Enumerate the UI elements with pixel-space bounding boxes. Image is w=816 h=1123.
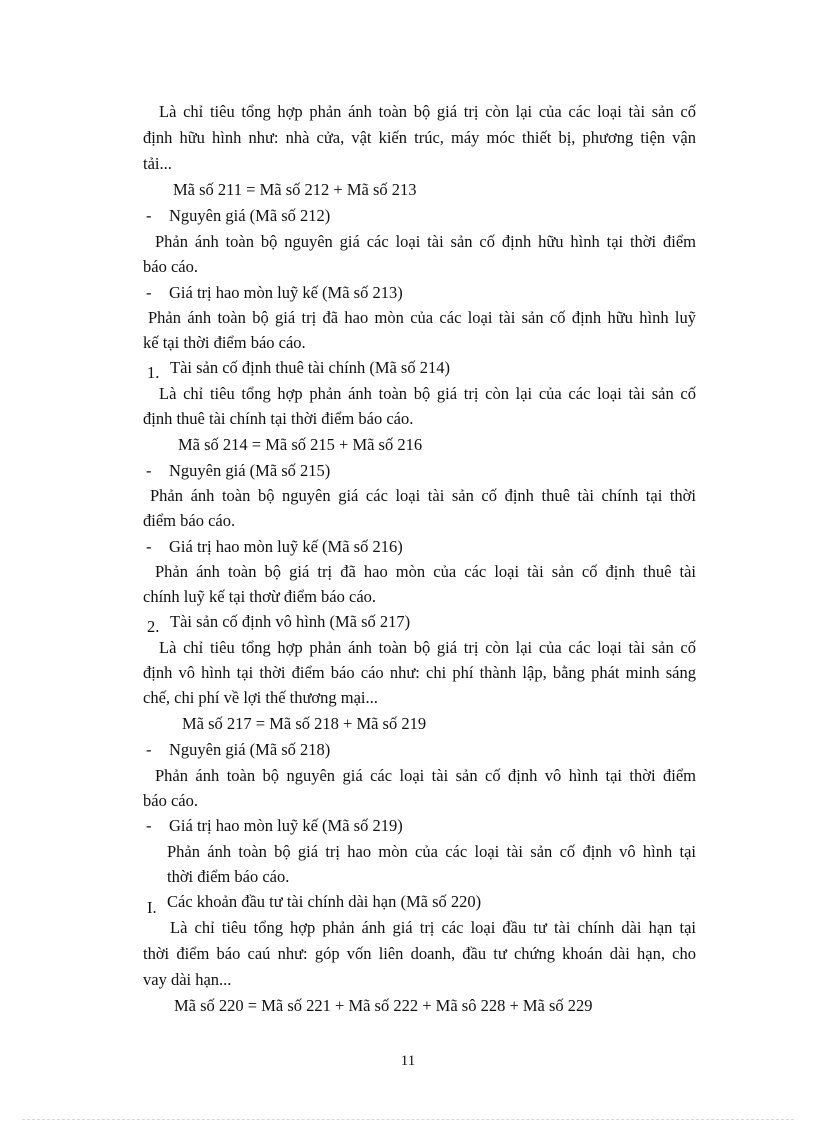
formula-line: Mã số 220 = Mã số 221 + Mã số 222 + Mã sô 228 + Mã số 229 bbox=[174, 996, 593, 1015]
bullet-dash: - bbox=[146, 206, 152, 225]
paragraph-line: vay dài hạn... bbox=[143, 970, 232, 989]
bullet-dash: - bbox=[146, 283, 152, 302]
paragraph-line: Là chỉ tiêu tổng hợp phản ánh toàn bộ giá trị còn lại của các loại tài sản cố bbox=[159, 102, 696, 121]
section-number: 2. bbox=[147, 617, 160, 636]
paragraph-line: Là chỉ tiêu tổng hợp phản ánh toàn bộ giá trị còn lại của các loại tài sản cố bbox=[159, 384, 696, 403]
paragraph-line: chính luỹ kế tại thơừ điểm báo cáo. bbox=[143, 587, 377, 606]
bullet-dash: - bbox=[146, 461, 152, 480]
formula-line: Mã số 217 = Mã số 218 + Mã số 219 bbox=[182, 714, 427, 733]
bullet-dash: - bbox=[146, 537, 152, 556]
paragraph-line: Phản ánh toàn bộ nguyên giá các loại tài sản cố định vô hình tại thời điểm bbox=[155, 766, 696, 785]
paragraph-line: Phản ánh toàn bộ giá trị đã hao mòn của các loại tài sản cố định hữu hình luỹ bbox=[148, 308, 696, 327]
paragraph-line: Phản ánh toàn bộ giá trị đã hao mòn của các loại tài sản cố định thuê tài bbox=[155, 562, 696, 581]
bullet-item: Giá trị hao mòn luỹ kế (Mã số 219) bbox=[169, 816, 403, 835]
bullet-item: Nguyên giá (Mã số 218) bbox=[169, 740, 331, 759]
paragraph-line: thời điểm báo cáo. bbox=[167, 867, 290, 886]
paragraph-line: Phản ánh toàn bộ nguyên giá các loại tài sản cố định thuê tài chính tại thời bbox=[150, 486, 696, 505]
paragraph-line: Phản ánh toàn bộ nguyên giá các loại tài sản cố định hữu hình tại thời điểm bbox=[155, 232, 696, 251]
bullet-item: Giá trị hao mòn luỹ kế (Mã số 216) bbox=[169, 537, 403, 556]
page-divider bbox=[22, 1119, 794, 1120]
paragraph-line: thời điểm báo caú như: góp vốn liên doanh, đầu tư chứng khoán dài hạn, cho bbox=[143, 944, 696, 963]
paragraph-line: Là chỉ tiêu tổng hợp phản ánh toàn bộ giá trị còn lại của các loại tài sản cố bbox=[159, 638, 696, 657]
section-heading: Các khoản đầu tư tài chính dài hạn (Mã số 220) bbox=[167, 892, 482, 911]
formula-line: Mã số 214 = Mã số 215 + Mã số 216 bbox=[178, 435, 423, 454]
paragraph-line: báo cáo. bbox=[143, 257, 198, 276]
paragraph-line: Phản ánh toàn bộ giá trị hao mòn của các loại tài sản cố định vô hình tại bbox=[167, 842, 696, 861]
bullet-item: Nguyên giá (Mã số 212) bbox=[169, 206, 331, 225]
paragraph-line: tải... bbox=[143, 154, 172, 173]
bullet-item: Giá trị hao mòn luỹ kế (Mã số 213) bbox=[169, 283, 403, 302]
paragraph-line: điểm báo cáo. bbox=[143, 511, 236, 530]
bullet-dash: - bbox=[146, 740, 152, 759]
paragraph-line: kế tại thời điểm báo cáo. bbox=[143, 333, 306, 352]
section-number: I. bbox=[147, 898, 157, 917]
paragraph-line: định hữu hình như: nhà cửa, vật kiến trúc, máy móc thiết bị, phương tiện vận bbox=[143, 128, 696, 147]
section-heading: Tài sản cố định vô hình (Mã số 217) bbox=[170, 612, 411, 631]
paragraph-line: Là chỉ tiêu tổng hợp phản ánh giá trị các loại đầu tư tài chính dài hạn tại bbox=[170, 918, 696, 937]
section-heading: Tài sản cố định thuê tài chính (Mã số 214) bbox=[170, 358, 450, 377]
paragraph-line: định thuê tài chính tại thời điểm báo cáo. bbox=[143, 409, 414, 428]
bullet-item: Nguyên giá (Mã số 215) bbox=[169, 461, 331, 480]
bullet-dash: - bbox=[146, 816, 152, 835]
paragraph-line: định vô hình tại thời điểm báo cáo như: chi phí thành lập, bằng phát minh sáng bbox=[143, 663, 696, 682]
formula-line: Mã số 211 = Mã số 212 + Mã số 213 bbox=[173, 180, 417, 199]
page-number: 11 bbox=[400, 1053, 416, 1069]
paragraph-line: chế, chi phí về lợi thế thương mại... bbox=[143, 688, 378, 707]
section-number: 1. bbox=[147, 363, 160, 382]
paragraph-line: báo cáo. bbox=[143, 791, 198, 810]
